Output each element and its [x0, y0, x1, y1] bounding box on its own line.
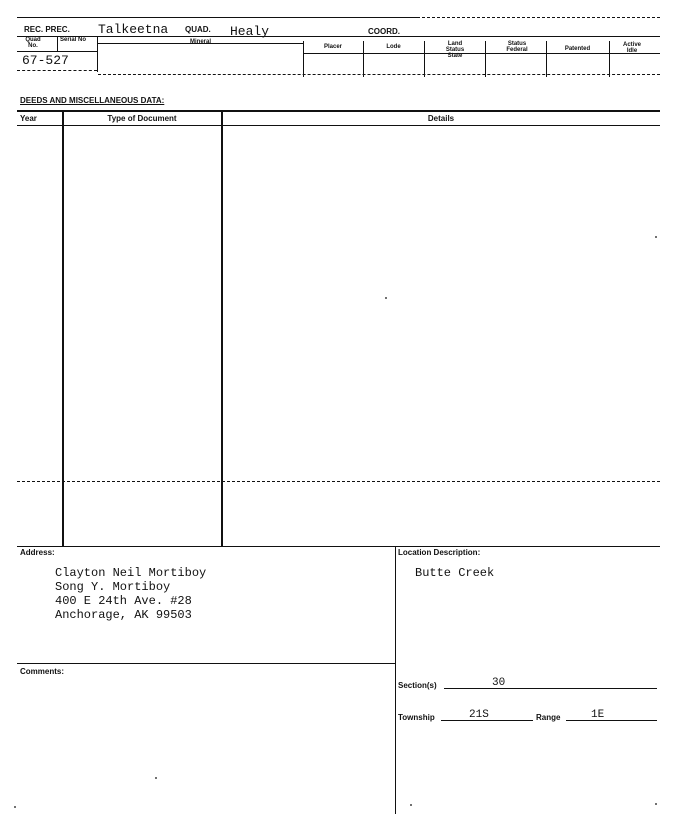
vdiv-placer [303, 41, 304, 77]
vdiv-active [609, 41, 610, 77]
columns-rule [303, 53, 660, 54]
range-label: Range [536, 713, 561, 722]
land-status-state-label: Land Status State [445, 41, 465, 59]
address-line-4: Anchorage, AK 99503 [55, 608, 192, 622]
address-line-1: Clayton Neil Mortiboy [55, 566, 207, 580]
mineral-rule [98, 43, 303, 44]
col-details-header: Details [427, 114, 455, 123]
comments-label: Comments: [20, 667, 65, 676]
placer-label: Placer [323, 44, 342, 50]
scan-speck [655, 236, 657, 238]
lode-label: Lode [386, 44, 401, 50]
vdiv-lode [363, 41, 364, 77]
coord-label: COORD. [368, 27, 400, 36]
vdiv-patented [546, 41, 547, 77]
vdiv-land [424, 41, 425, 77]
mineral-label: Mineral [189, 39, 211, 45]
address-location-divider [395, 546, 396, 814]
vdiv-status [485, 41, 486, 77]
header-box-dash-1 [17, 70, 97, 71]
active-idle-label: Active Idle [622, 42, 641, 54]
record-number: 67-527 [22, 53, 69, 68]
scan-speck [155, 777, 157, 779]
address-line-2: Song Y. Mortiboy [55, 580, 171, 594]
vdiv-serial [57, 36, 58, 51]
col-type-header: Type of Document [107, 114, 177, 123]
serial-no-label: Serial No [60, 37, 87, 43]
deeds-bottom-rule [17, 546, 660, 547]
col-year-header: Year [20, 114, 37, 123]
deeds-header-rule [17, 125, 660, 126]
scan-speck [410, 804, 412, 806]
deeds-dash-row [17, 481, 660, 482]
range-underline [566, 720, 657, 721]
address-lines [55, 566, 206, 622]
comments-top-rule [17, 663, 395, 664]
header-top-rule-dashed [417, 17, 660, 18]
quad-value: Healy [230, 24, 270, 39]
deeds-section-title: DEEDS AND MISCELLANEOUS DATA: [20, 96, 165, 105]
quad-no-label: Quad No. [25, 37, 41, 49]
scan-speck [655, 803, 657, 805]
section-value: 30 [492, 677, 506, 689]
location-label: Location Description: [398, 548, 481, 557]
township-value: 21S [469, 709, 489, 721]
rec-prec-label: REC. PREC. [24, 25, 70, 34]
section-underline [444, 688, 657, 689]
quad-label: QUAD. [185, 25, 211, 34]
header-top-rule [17, 17, 417, 18]
header-bottom-rule [17, 36, 660, 37]
address-label: Address: [20, 548, 55, 557]
header-box-dash-2 [98, 74, 660, 75]
patented-label: Patented [564, 46, 591, 52]
address-line-3: 400 E 24th Ave. #28 [55, 594, 192, 608]
township-label: Township [398, 713, 435, 722]
deeds-top-rule [17, 110, 660, 112]
status-federal-label: Status Federal [506, 41, 528, 53]
scan-speck [14, 806, 16, 808]
range-value: 1E [591, 709, 605, 721]
section-label: Section(s) [398, 681, 437, 690]
subheader-rule [17, 51, 97, 52]
scan-speck [385, 297, 387, 299]
location-value: Butte Creek [415, 566, 495, 580]
rec-prec-value: Talkeetna [98, 22, 169, 37]
vdiv-mineral [97, 36, 98, 72]
